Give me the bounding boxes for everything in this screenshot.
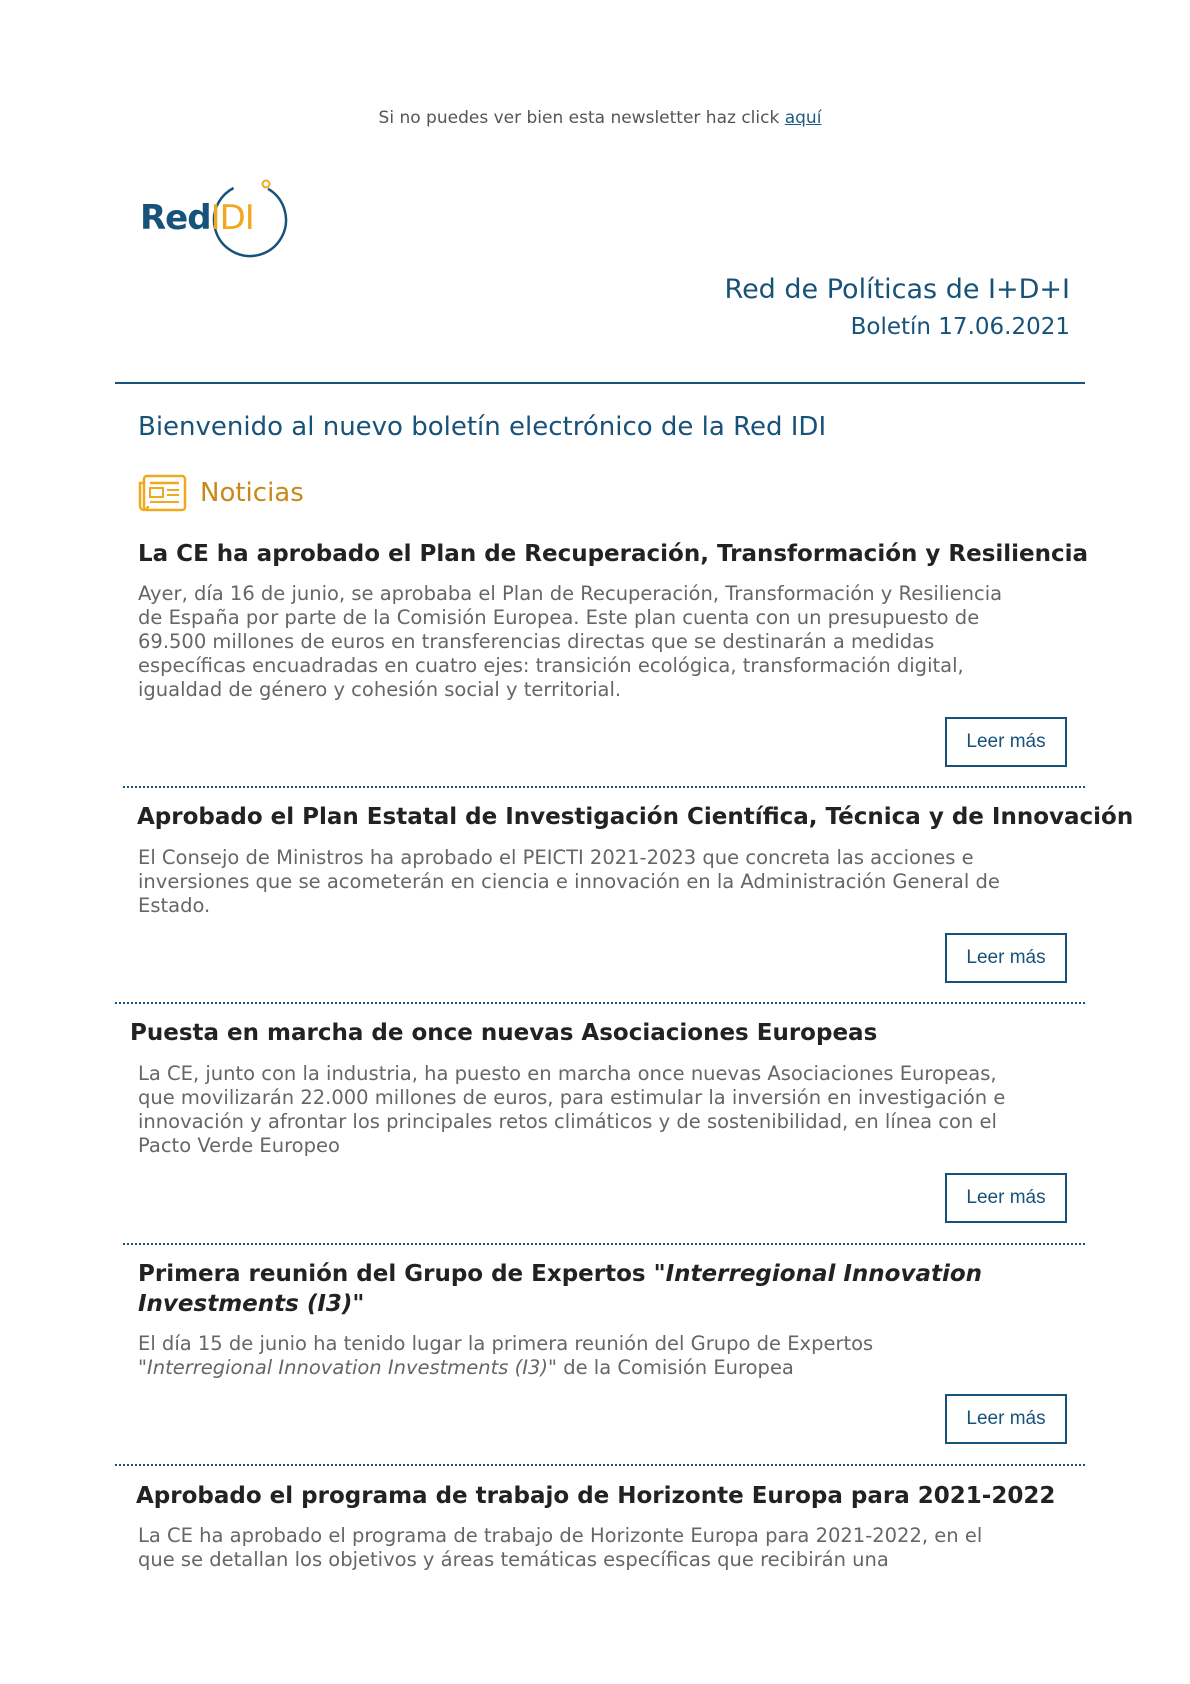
news-body-1-line: de España por parte de la Comisión Europea. Este plan cuenta con un presupuesto de [138, 606, 980, 629]
logo-wordmark [140, 198, 254, 238]
news-separator [115, 1464, 1085, 1466]
news-body-4-line [138, 1356, 1078, 1380]
news-title-5[interactable]: Aprobado el programa de trabajo de Horizonte Europa para 2021-2022 [136, 1483, 1056, 1509]
news-title-4-line1 [138, 1259, 982, 1289]
news-body-5 [138, 1524, 1078, 1572]
news-title-4-plain: Primera reunión del Grupo de Expertos [138, 1261, 654, 1287]
news-title-4-italic-2: Investments (I3)" [138, 1291, 365, 1317]
news-title-4[interactable] [138, 1259, 982, 1319]
news-separator [115, 1002, 1085, 1004]
news-body-3-line: Pacto Verde Europeo [138, 1134, 340, 1157]
read-more-button-2[interactable]: Leer más [945, 933, 1067, 983]
news-title-2[interactable]: Aprobado el Plan Estatal de Investigación Científica, Técnica y de Innovación [137, 804, 1134, 830]
news-body-4-rest: " de la Comisión Europea [548, 1356, 794, 1379]
news-body-1-line: 69.500 millones de euros en transferencias directas que se destinarán a medidas [138, 630, 935, 653]
news-body-3-line: innovación y afrontar los principales retos climáticos y de sostenibilidad, en línea con el [138, 1110, 997, 1133]
news-title-1[interactable]: La CE ha aprobado el Plan de Recuperación, Transformación y Resiliencia [138, 541, 1089, 567]
news-body-3-line: La CE, junto con la industria, ha puesto en marcha once nuevas Asociaciones Europeas, [138, 1062, 997, 1085]
view-online-note [0, 108, 1190, 128]
view-online-text: Si no puedes ver bien esta newsletter haz click [378, 108, 785, 128]
news-body-4-italic: "Interregional Innovation Investments (I3) [138, 1356, 549, 1379]
news-body-2-line: El Consejo de Ministros ha aprobado el PEICTI 2021-2023 que concreta las acciones e [138, 846, 974, 869]
read-more-button-3[interactable]: Leer más [945, 1173, 1067, 1223]
newspaper-icon [138, 473, 188, 513]
header-divider [115, 382, 1085, 384]
news-title-3[interactable]: Puesta en marcha de once nuevas Asociaciones Europeas [130, 1020, 878, 1046]
read-more-button-4[interactable]: Leer más [945, 1394, 1067, 1444]
news-body-2-line: inversiones que se acometerán en ciencia e innovación en la Administración General de [138, 870, 1000, 893]
news-body-1-line: igualdad de género y cohesión social y territorial. [138, 678, 622, 701]
news-section-header [138, 472, 304, 514]
logo-idi: IDI [210, 198, 254, 238]
news-body-3-line: que movilizarán 22.000 millones de euros, para estimular la inversión en investigación e [138, 1086, 1006, 1109]
section-label: Noticias [200, 478, 304, 508]
news-body-1-line: específicas encuadradas en cuatro ejes: transición ecológica, transformación digital, [138, 654, 964, 677]
news-body-3 [138, 1062, 1078, 1158]
news-title-4-line2 [138, 1289, 982, 1319]
logo-red: Red [140, 198, 211, 238]
bulletin-date: Boletín 17.06.2021 [850, 314, 1070, 340]
org-title: Red de Políticas de I+D+I [724, 274, 1070, 305]
news-body-5-line: La CE ha aprobado el programa de trabajo de Horizonte Europa para 2021-2022, en el [138, 1524, 983, 1547]
welcome-heading: Bienvenido al nuevo boletín electrónico de la Red IDI [138, 412, 827, 442]
news-separator [123, 1243, 1085, 1245]
read-more-button-1[interactable]: Leer más [945, 717, 1067, 767]
news-body-1 [138, 582, 1078, 702]
news-body-4 [138, 1332, 1078, 1380]
news-body-5-line: que se detallan los objetivos y áreas temáticas específicas que recibirán una [138, 1548, 889, 1571]
view-online-link[interactable]: aquí [784, 108, 822, 128]
news-title-4-italic: "Interregional Innovation [653, 1261, 983, 1287]
news-body-4-line: El día 15 de junio ha tenido lugar la primera reunión del Grupo de Expertos [138, 1332, 874, 1355]
redidi-logo [140, 176, 300, 266]
news-body-2 [138, 846, 1078, 918]
news-body-2-line: Estado. [138, 894, 211, 917]
news-body-1-line: Ayer, día 16 de junio, se aprobaba el Plan de Recuperación, Transformación y Resiliencia [138, 582, 1003, 605]
news-separator [123, 786, 1085, 788]
